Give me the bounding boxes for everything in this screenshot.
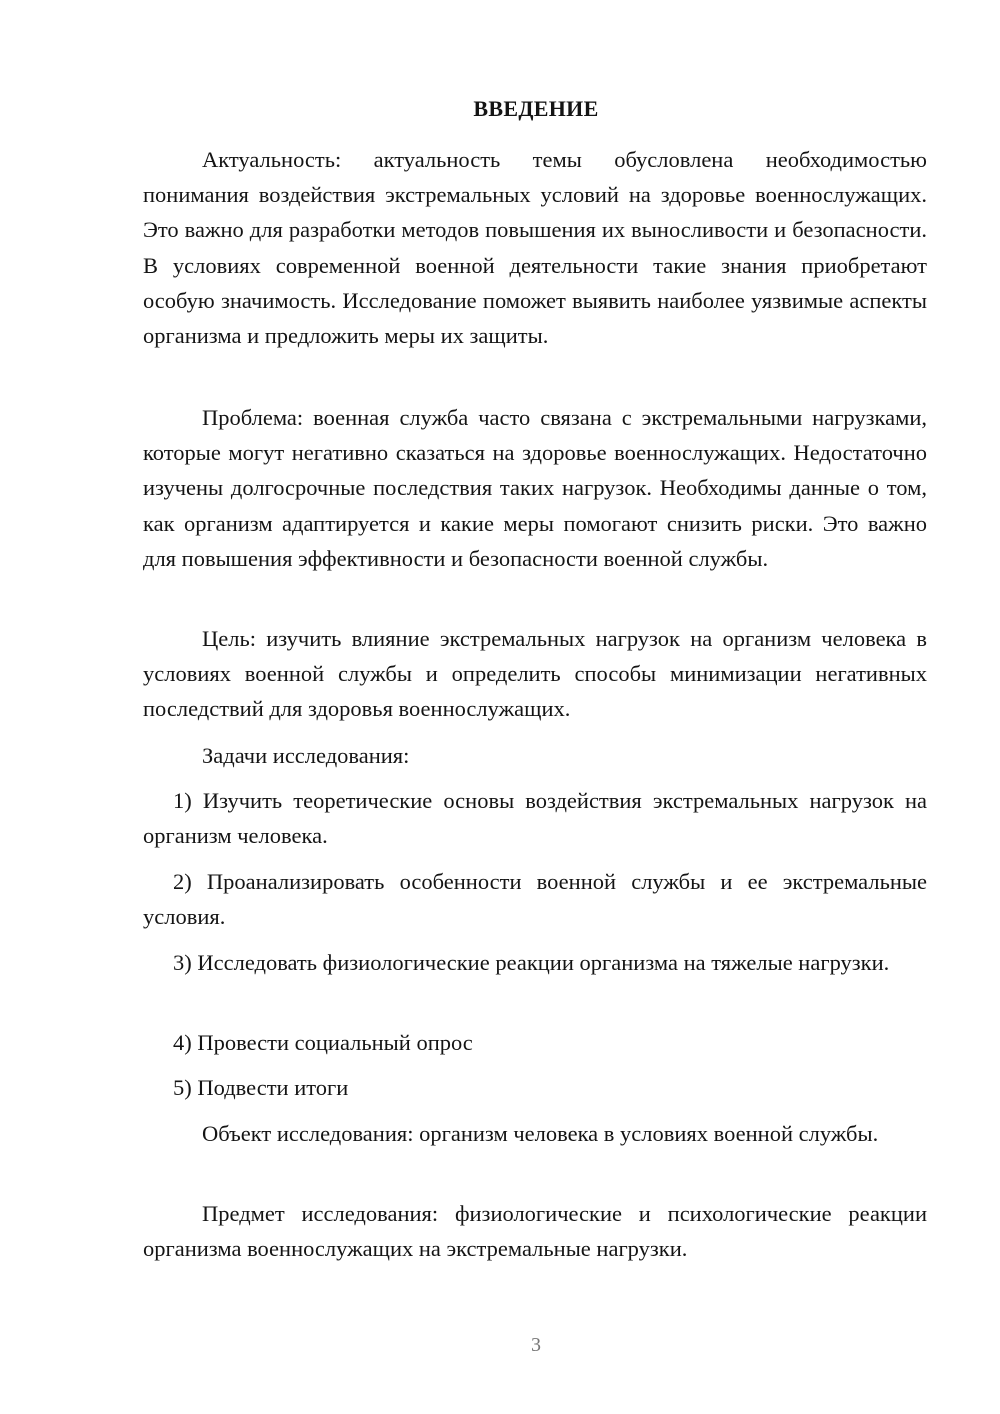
task-item-2: 2) Проанализировать особенности военной службы и ее экстремальные условия. xyxy=(143,869,927,930)
relevance-paragraph: Актуальность: актуальность темы обусловлена необходимостью понимания воздействия экстремальных условий на здоровье военнослужащих. Это важно для разработки методов повышения их выносливости и безопасности. В условиях современной военной деятельности такие знания приобретают особую значимость. Исследование поможет выявить наиболее уязвимые аспекты организма и предложить меры их защиты. xyxy=(143,147,927,349)
page-title: ВВЕДЕНИЕ xyxy=(473,96,599,121)
goal-paragraph: Цель: изучить влияние экстремальных нагрузок на организм человека в условиях военной службы и определить способы минимизации негативных последствий для здоровья военнослужащих. xyxy=(143,626,927,722)
page-number: 3 xyxy=(531,1334,541,1356)
task-item-5: 5) Подвести итоги xyxy=(173,1075,349,1100)
tasks-heading: Задачи исследования: xyxy=(202,743,410,768)
problem-paragraph: Проблема: военная служба часто связана с экстремальными нагрузками, которые могут негативно сказаться на здоровье военнослужащих. Недостаточно изучены долгосрочные последствия таких нагрузок. Необходимы данные о том, как организм адаптируется и какие меры помогают снизить риски. Это важно для повышения эффективности и безопасности военной службы. xyxy=(143,405,927,571)
task-item-4: 4) Провести социальный опрос xyxy=(173,1030,473,1055)
object-paragraph: Объект исследования: организм человека в условиях военной службы. xyxy=(202,1121,879,1146)
task-item-3: 3) Исследовать физиологические реакции организма на тяжелые нагрузки. xyxy=(173,950,890,975)
task-item-1: 1) Изучить теоретические основы воздействия экстремальных нагрузок на организм человека. xyxy=(143,788,927,849)
subject-paragraph: Предмет исследования: физиологические и психологические реакции организма военнослужащих на экстремальные нагрузки. xyxy=(143,1201,927,1262)
